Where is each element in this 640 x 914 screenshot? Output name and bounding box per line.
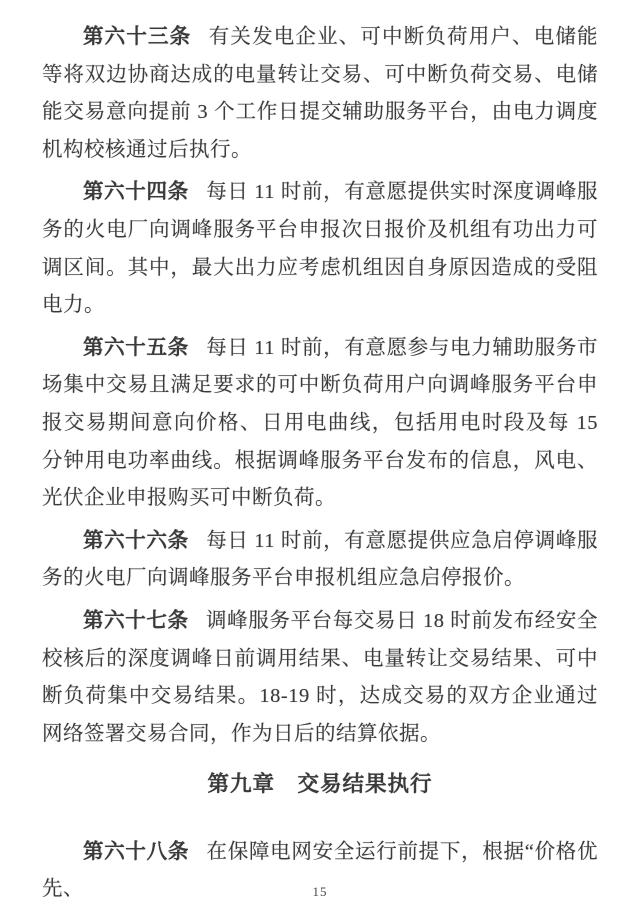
chapter-9-heading: 第九章 交易结果执行 [207, 772, 433, 797]
article-64-text: 每日 11 时前，有意愿提供实时深度调峰服务的火电厂向调峰服务平台申报次日报价及机组有功出力可调区间。其中，最大出力应考虑机组因自身原因造成的受阻电力。 [42, 181, 598, 317]
paragraph-article-65 [42, 330, 598, 518]
article-65-text: 每日 11 时前，有意愿参与电力辅助服务市场集中交易且满足要求的可中断负荷用户向调峰服务平台申报交易期间意向价格、日用电曲线，包括用电时段及每 15 分钟用电功率曲线。根据调峰服务平台发布的信息，风电、光伏企业申报购买可中断负荷。 [42, 336, 598, 510]
article-66-label: 第六十六条 [83, 529, 189, 552]
article-63-label: 第六十三条 [83, 26, 192, 48]
paragraph-article-66 [42, 523, 598, 598]
article-68-text: 在保障电网安全运行前提下，根据“价格优先、 [42, 840, 599, 901]
article-63-text: 有关发电企业、可中断负荷用户、电储能等将双边协商达成的电量转让交易、可中断负荷交易、电储能交易意向提前 3 个工作日提交辅助服务平台，由电力调度机构校核通过后执行。 [42, 26, 599, 161]
article-64-label: 第六十四条 [83, 181, 189, 204]
article-67-text: 调峰服务平台每交易日 18 时前发布经安全校核后的深度调峰日前调用结果、电量转让交易结果、可中断负荷集中交易结果。18-19 时，达成交易的双方企业通过网络签署交易合同，作为日后的结算依据。 [42, 609, 599, 745]
paragraph-article-67 [42, 603, 598, 753]
paragraph-article-64 [42, 174, 598, 324]
page-number: 15 [312, 884, 328, 899]
article-67-label: 第六十七条 [83, 609, 189, 632]
paragraph-article-63 [42, 19, 598, 169]
article-68-label: 第六十八条 [83, 840, 190, 863]
article-66-text: 每日 11 时前，有意愿提供应急启停调峰服务的火电厂向调峰服务平台申报机组应急启停报价。 [42, 529, 598, 590]
article-65-label: 第六十五条 [83, 336, 189, 359]
